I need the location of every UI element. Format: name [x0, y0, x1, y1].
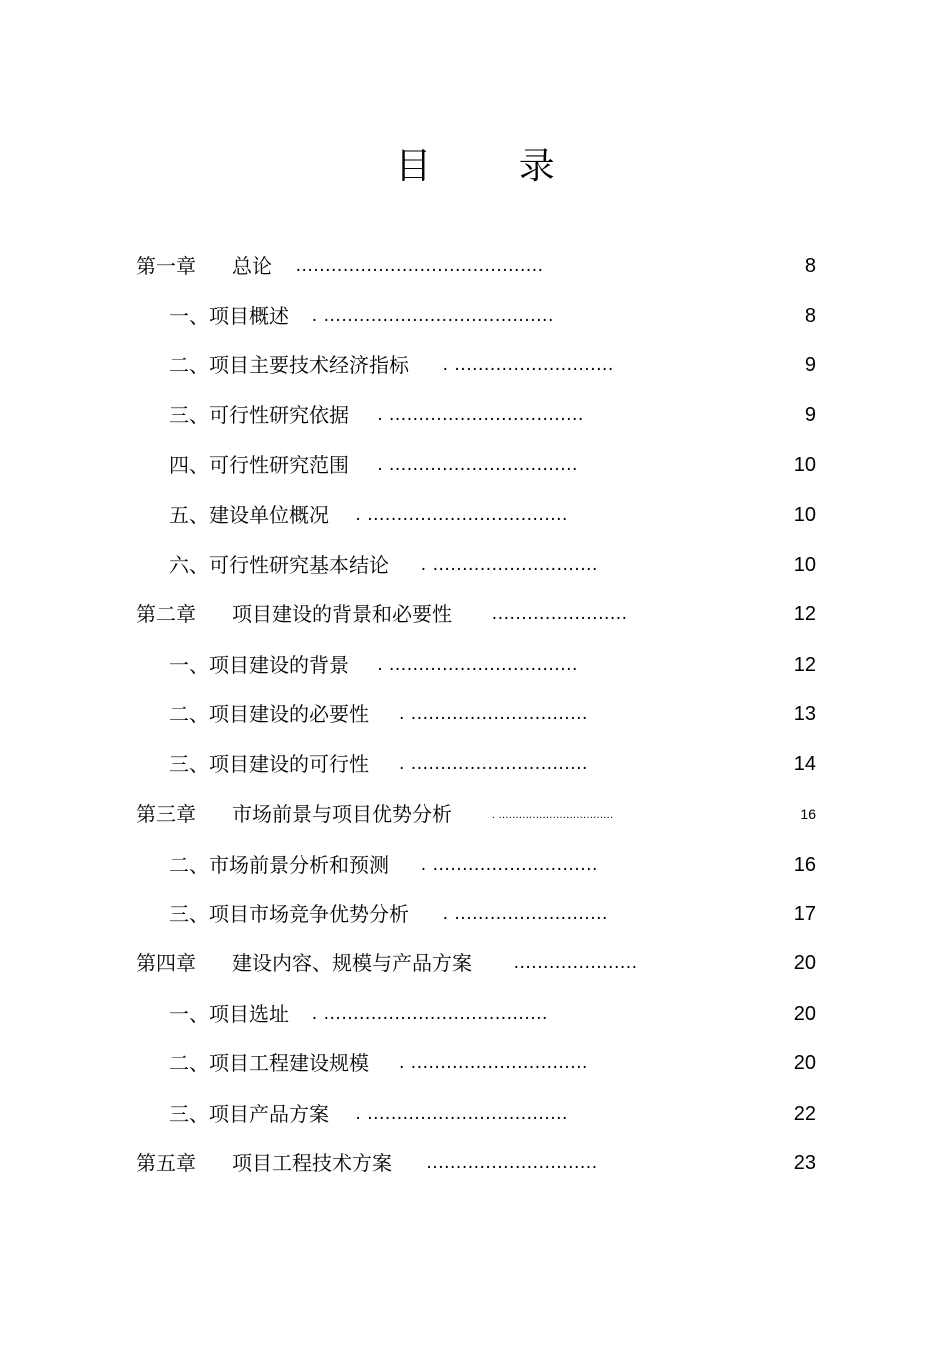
toc-leader-dots: . ............................ [420, 555, 598, 575]
toc-leader-dots: . .................................. [491, 810, 614, 821]
toc-section-entry[interactable] [136, 550, 816, 580]
toc-section-entry[interactable] [136, 301, 816, 331]
toc-chapter-number: 第二章 [136, 602, 196, 626]
toc-page-number: 20 [793, 1003, 816, 1025]
toc-entry-label: 市场前景与项目优势分析 [232, 802, 452, 826]
toc-entry-label: 三、项目产品方案 [169, 1102, 329, 1126]
toc-section-entry[interactable] [136, 650, 816, 680]
toc-chapter-entry[interactable] [136, 948, 816, 978]
toc-chapter-entry[interactable] [136, 599, 816, 629]
toc-section-entry[interactable] [136, 450, 816, 480]
toc-page-number: 13 [793, 703, 816, 725]
toc-title: 目 录 [395, 146, 593, 187]
toc-section-entry[interactable] [136, 999, 816, 1029]
toc-entry-label: 二、市场前景分析和预测 [169, 853, 389, 877]
toc-leader-dots: . ................................. [377, 405, 584, 425]
toc-section-entry[interactable] [136, 400, 816, 430]
toc-chapter-number: 第五章 [136, 1151, 196, 1175]
toc-leader-dots: . .............................. [399, 754, 588, 774]
toc-page-number: 10 [793, 504, 816, 526]
toc-page-number: 14 [793, 753, 816, 775]
toc-entry-label: 项目建设的背景和必要性 [232, 602, 452, 626]
toc-entry-label: 二、项目工程建设规模 [169, 1051, 369, 1075]
toc-leader-dots: ..................... [513, 953, 638, 973]
toc-leader-dots: . .................................. [355, 505, 568, 525]
toc-page-number: 20 [793, 1052, 816, 1074]
toc-leader-dots: . .............................. [399, 704, 588, 724]
toc-leader-dots: ............................. [426, 1153, 598, 1173]
toc-entry-label: 总论 [232, 254, 272, 278]
toc-section-entry[interactable] [136, 350, 816, 380]
toc-leader-dots: . ...................................... [311, 1004, 548, 1024]
toc-entry-label: 四、可行性研究范围 [169, 453, 349, 477]
toc-leader-dots: . .................................. [355, 1104, 568, 1124]
toc-page-number: 23 [793, 1152, 816, 1174]
toc-page-number: 22 [793, 1103, 816, 1125]
toc-leader-dots: ....................... [491, 604, 628, 624]
toc-chapter-entry[interactable] [136, 799, 816, 829]
toc-entry-label: 二、项目建设的必要性 [169, 702, 369, 726]
toc-section-entry[interactable] [136, 1048, 816, 1078]
toc-entry-label: 五、建设单位概况 [169, 503, 329, 527]
toc-page-number: 16 [793, 854, 816, 876]
toc-section-entry[interactable] [136, 500, 816, 530]
toc-page-number: 12 [793, 654, 816, 676]
toc-entry-label: 一、项目建设的背景 [169, 653, 349, 677]
toc-leader-dots: . ................................ [377, 655, 578, 675]
toc-page-number: 10 [793, 454, 816, 476]
toc-chapter-entry[interactable] [136, 1148, 816, 1178]
toc-entry-label: 二、项目主要技术经济指标 [169, 353, 409, 377]
toc-leader-dots: .......................................... [295, 256, 544, 276]
toc-leader-dots: . .............................. [399, 1053, 588, 1073]
toc-page-number: 10 [793, 554, 816, 576]
toc-chapter-entry[interactable] [136, 251, 816, 281]
toc-page-number: 8 [804, 255, 816, 277]
toc-entry-label: 一、项目选址 [169, 1002, 289, 1026]
toc-entry-label: 三、可行性研究依据 [169, 403, 349, 427]
toc-page-number: 9 [804, 404, 816, 426]
toc-entry-label: 三、项目建设的可行性 [169, 752, 369, 776]
toc-page-number: 12 [793, 603, 816, 625]
toc-page-number: 17 [793, 903, 816, 925]
toc-chapter-number: 第三章 [136, 802, 196, 826]
toc-page-number: 9 [804, 354, 816, 376]
toc-page-number: 16 [800, 806, 816, 822]
toc-leader-dots: . ........................... [442, 355, 614, 375]
toc-section-entry[interactable] [136, 1099, 816, 1129]
toc-leader-dots: . ....................................... [311, 306, 554, 326]
toc-section-entry[interactable] [136, 850, 816, 880]
toc-page-number: 8 [804, 305, 816, 327]
toc-page-number: 20 [793, 952, 816, 974]
toc-leader-dots: . .......................... [442, 904, 608, 924]
toc-chapter-number: 第四章 [136, 951, 196, 975]
toc-section-entry[interactable] [136, 749, 816, 779]
toc-leader-dots: . ................................ [377, 455, 578, 475]
toc-entry-label: 六、可行性研究基本结论 [169, 553, 389, 577]
toc-entry-label: 一、项目概述 [169, 304, 289, 328]
toc-entry-label: 三、项目市场竞争优势分析 [169, 902, 409, 926]
toc-chapter-number: 第一章 [136, 254, 196, 278]
toc-entry-label: 项目工程技术方案 [232, 1151, 392, 1175]
toc-leader-dots: . ............................ [420, 855, 598, 875]
toc-section-entry[interactable] [136, 699, 816, 729]
toc-entry-label: 建设内容、规模与产品方案 [232, 951, 472, 975]
toc-section-entry[interactable] [136, 899, 816, 929]
